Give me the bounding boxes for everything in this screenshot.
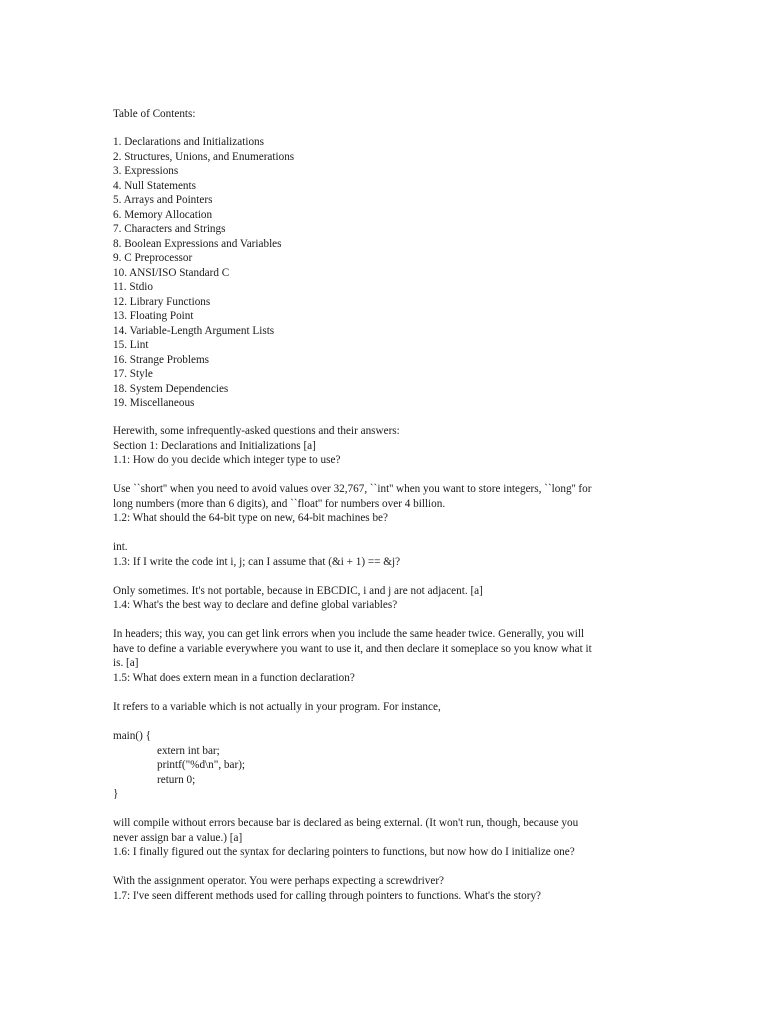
question-1-3: 1.3: If I write the code int i, j; can I assume that (&i + 1) == &j? bbox=[113, 555, 401, 568]
answer-1-4-line-3: is. [a] bbox=[113, 657, 139, 669]
question-1-5: 1.5: What does extern mean in a function declaration? bbox=[113, 671, 355, 684]
answer-1-2: int. bbox=[113, 541, 128, 553]
code-line-open: main() { bbox=[113, 730, 151, 742]
question-1-6: 1.6: I finally figured out the syntax for declaring pointers to functions, but now how do I initialize one? bbox=[113, 846, 575, 858]
toc-item-15: 15. Lint bbox=[113, 339, 149, 351]
answer-1-5b-line-2: never assign bar a value.) [a] bbox=[113, 831, 243, 844]
toc-item-1: 1. Declarations and Initializations bbox=[113, 136, 264, 148]
intro-text: Herewith, some infrequently-asked questions and their answers: bbox=[113, 425, 400, 437]
toc-item-12: 12. Library Functions bbox=[113, 295, 211, 308]
toc-item-7: 7. Characters and Strings bbox=[113, 223, 226, 235]
answer-1-5: It refers to a variable which is not actually in your program. For instance, bbox=[113, 701, 441, 713]
toc-item-13: 13. Floating Point bbox=[113, 310, 194, 322]
answer-1-4-line-1: In headers; this way, you can get link errors when you include the same header twice. Generally, you will bbox=[113, 628, 585, 640]
toc-item-14: 14. Variable-Length Argument Lists bbox=[113, 324, 275, 337]
toc-item-11: 11. Stdio bbox=[113, 281, 153, 293]
question-1-1: 1.1: How do you decide which integer type to use? bbox=[113, 454, 341, 466]
answer-1-4-line-2: have to define a variable everywhere you want to use it, and then declare it someplace so you know what it bbox=[113, 642, 592, 655]
answer-1-1-line-1: Use ``short'' when you need to avoid values over 32,767, ``int'' when you want to store integers, ``long'' for bbox=[113, 483, 592, 495]
toc-item-10: 10. ANSI/ISO Standard C bbox=[113, 266, 230, 279]
answer-1-6: With the assignment operator. You were perhaps expecting a screwdriver? bbox=[113, 875, 445, 887]
toc-item-8: 8. Boolean Expressions and Variables bbox=[113, 237, 282, 250]
code-line-extern: extern int bar; bbox=[157, 744, 220, 757]
toc-item-19: 19. Miscellaneous bbox=[113, 397, 195, 409]
toc-item-16: 16. Strange Problems bbox=[113, 353, 210, 366]
toc-item-6: 6. Memory Allocation bbox=[113, 208, 213, 221]
toc-item-2: 2. Structures, Unions, and Enumerations bbox=[113, 150, 295, 163]
toc-item-9: 9. C Preprocessor bbox=[113, 252, 193, 264]
toc-item-4: 4. Null Statements bbox=[113, 179, 196, 192]
answer-1-5b-line-1: will compile without errors because bar is declared as being external. (It won't run, though, because you bbox=[113, 817, 579, 829]
toc-item-17: 17. Style bbox=[113, 368, 153, 380]
code-line-close: } bbox=[113, 788, 119, 800]
toc-item-5: 5. Arrays and Pointers bbox=[113, 194, 213, 206]
answer-1-1-line-2: long numbers (more than 6 digits), and ``float'' for numbers over 4 billion. bbox=[113, 497, 446, 510]
toc-item-18: 18. System Dependencies bbox=[113, 382, 229, 395]
code-line-printf: printf("%d\n", bar); bbox=[157, 759, 246, 771]
code-line-return: return 0; bbox=[157, 773, 196, 786]
toc-item-3: 3. Expressions bbox=[113, 165, 179, 177]
answer-1-3: Only sometimes. It's not portable, because in EBCDIC, i and j are not adjacent. [a] bbox=[113, 584, 483, 597]
question-1-2: 1.2: What should the 64-bit type on new, 64-bit machines be? bbox=[113, 512, 388, 524]
toc-heading: Table of Contents: bbox=[113, 108, 196, 120]
question-1-4: 1.4: What's the best way to declare and define global variables? bbox=[113, 599, 398, 611]
section-heading: Section 1: Declarations and Initializations [a] bbox=[113, 439, 316, 452]
question-1-7: 1.7: I've seen different methods used for calling through pointers to functions. What's the story? bbox=[113, 889, 542, 902]
